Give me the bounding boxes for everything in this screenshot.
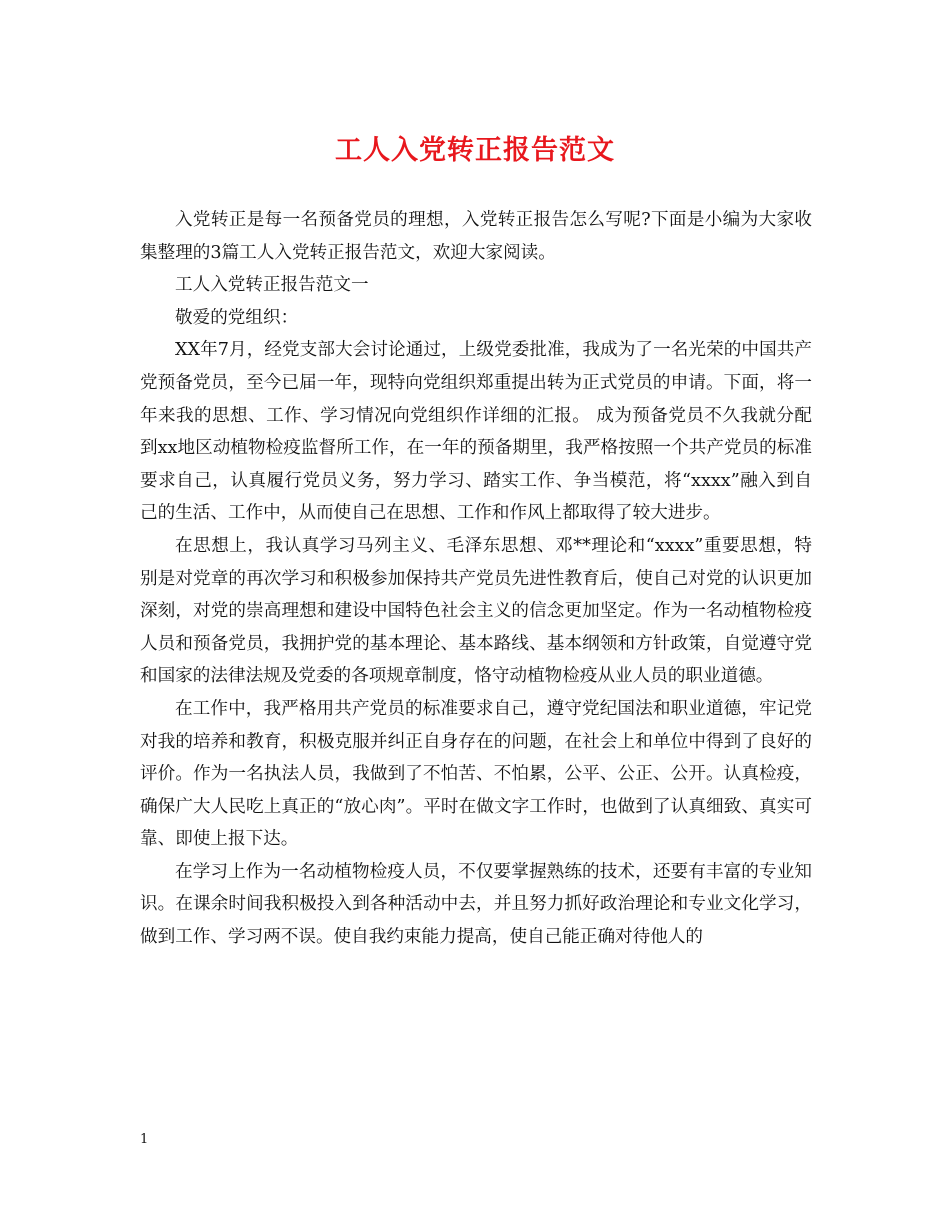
work-paragraph: 在工作中，我严格用共产党员的标准要求自己，遵守党纪国法和职业道德，牢记党对我的培养和教育，积极克服并纠正自身存在的问题，在社会上和单位中得到了良好的评价。作为一名执法人员，我做到了不怕苦、不怕累，公平、公正、公开。认真检疫，确保广大人民吃上真正的“放心肉”。平时在做文字工作时，也做到了认真细致、真实可靠、即使上报下达。 — [140, 698, 812, 850]
report-paragraph-1: XX年7月，经党支部大会讨论通过，上级党委批准，我成为了一名光荣的中国共产党预备党员，至今已届一年，现特向党组织郑重提出转为正式党员的申请。下面，将一年来我的思想、工作、学习情况向党组织作详细的汇报。 成为预备党员不久我就分配到xx地区动植物检疫监督所工作，在一年的预备期里，我严格按照一个共产党员的标准要求自己，认真履行党员义务，努力学习、踏实工作、争当模范，将“xxxx”融入到自己的生活、工作中，从而使自己在思想、工作和作风上都取得了较大进步。 — [140, 340, 812, 524]
section-heading: 工人入党转正报告范文一 — [175, 275, 369, 296]
page-number: 1 — [140, 1132, 149, 1147]
salutation: 敬爱的党组织： — [175, 307, 299, 328]
thought-paragraph: 在思想上，我认真学习马列主义、毛泽东思想、邓**理论和“xxxx”重要思想，特别是对党章的再次学习和积极参加保持共产党员先进性教育后，使自己对党的认识更加深刻，对党的崇高理想和建设中国特色社会主义的信念更加坚定。作为一名动植物检疫人员和预备党员，我拥护党的基本理论、基本路线、基本纲领和方针政策，自觉遵守党和国家的法律法规及党委的各项规章制度，恪守动植物检疫从业人员的职业道德。 — [140, 535, 812, 687]
intro-paragraph: 入党转正是每一名预备党员的理想，入党转正报告怎么写呢?下面是小编为大家收集整理的3篇工人入党转正报告范文，欢迎大家阅读。 — [140, 210, 812, 263]
document-body — [140, 204, 812, 954]
study-paragraph: 在学习上作为一名动植物检疫人员，不仅要掌握熟练的技术，还要有丰富的专业知识。在课余时间我积极投入到各种活动中去，并且努力抓好政治理论和专业文化学习，做到工作、学习两不误。使自我约束能力提高，使自己能正确对待他人的 — [140, 861, 812, 948]
document-title: 工人入党转正报告范文 — [335, 135, 615, 166]
